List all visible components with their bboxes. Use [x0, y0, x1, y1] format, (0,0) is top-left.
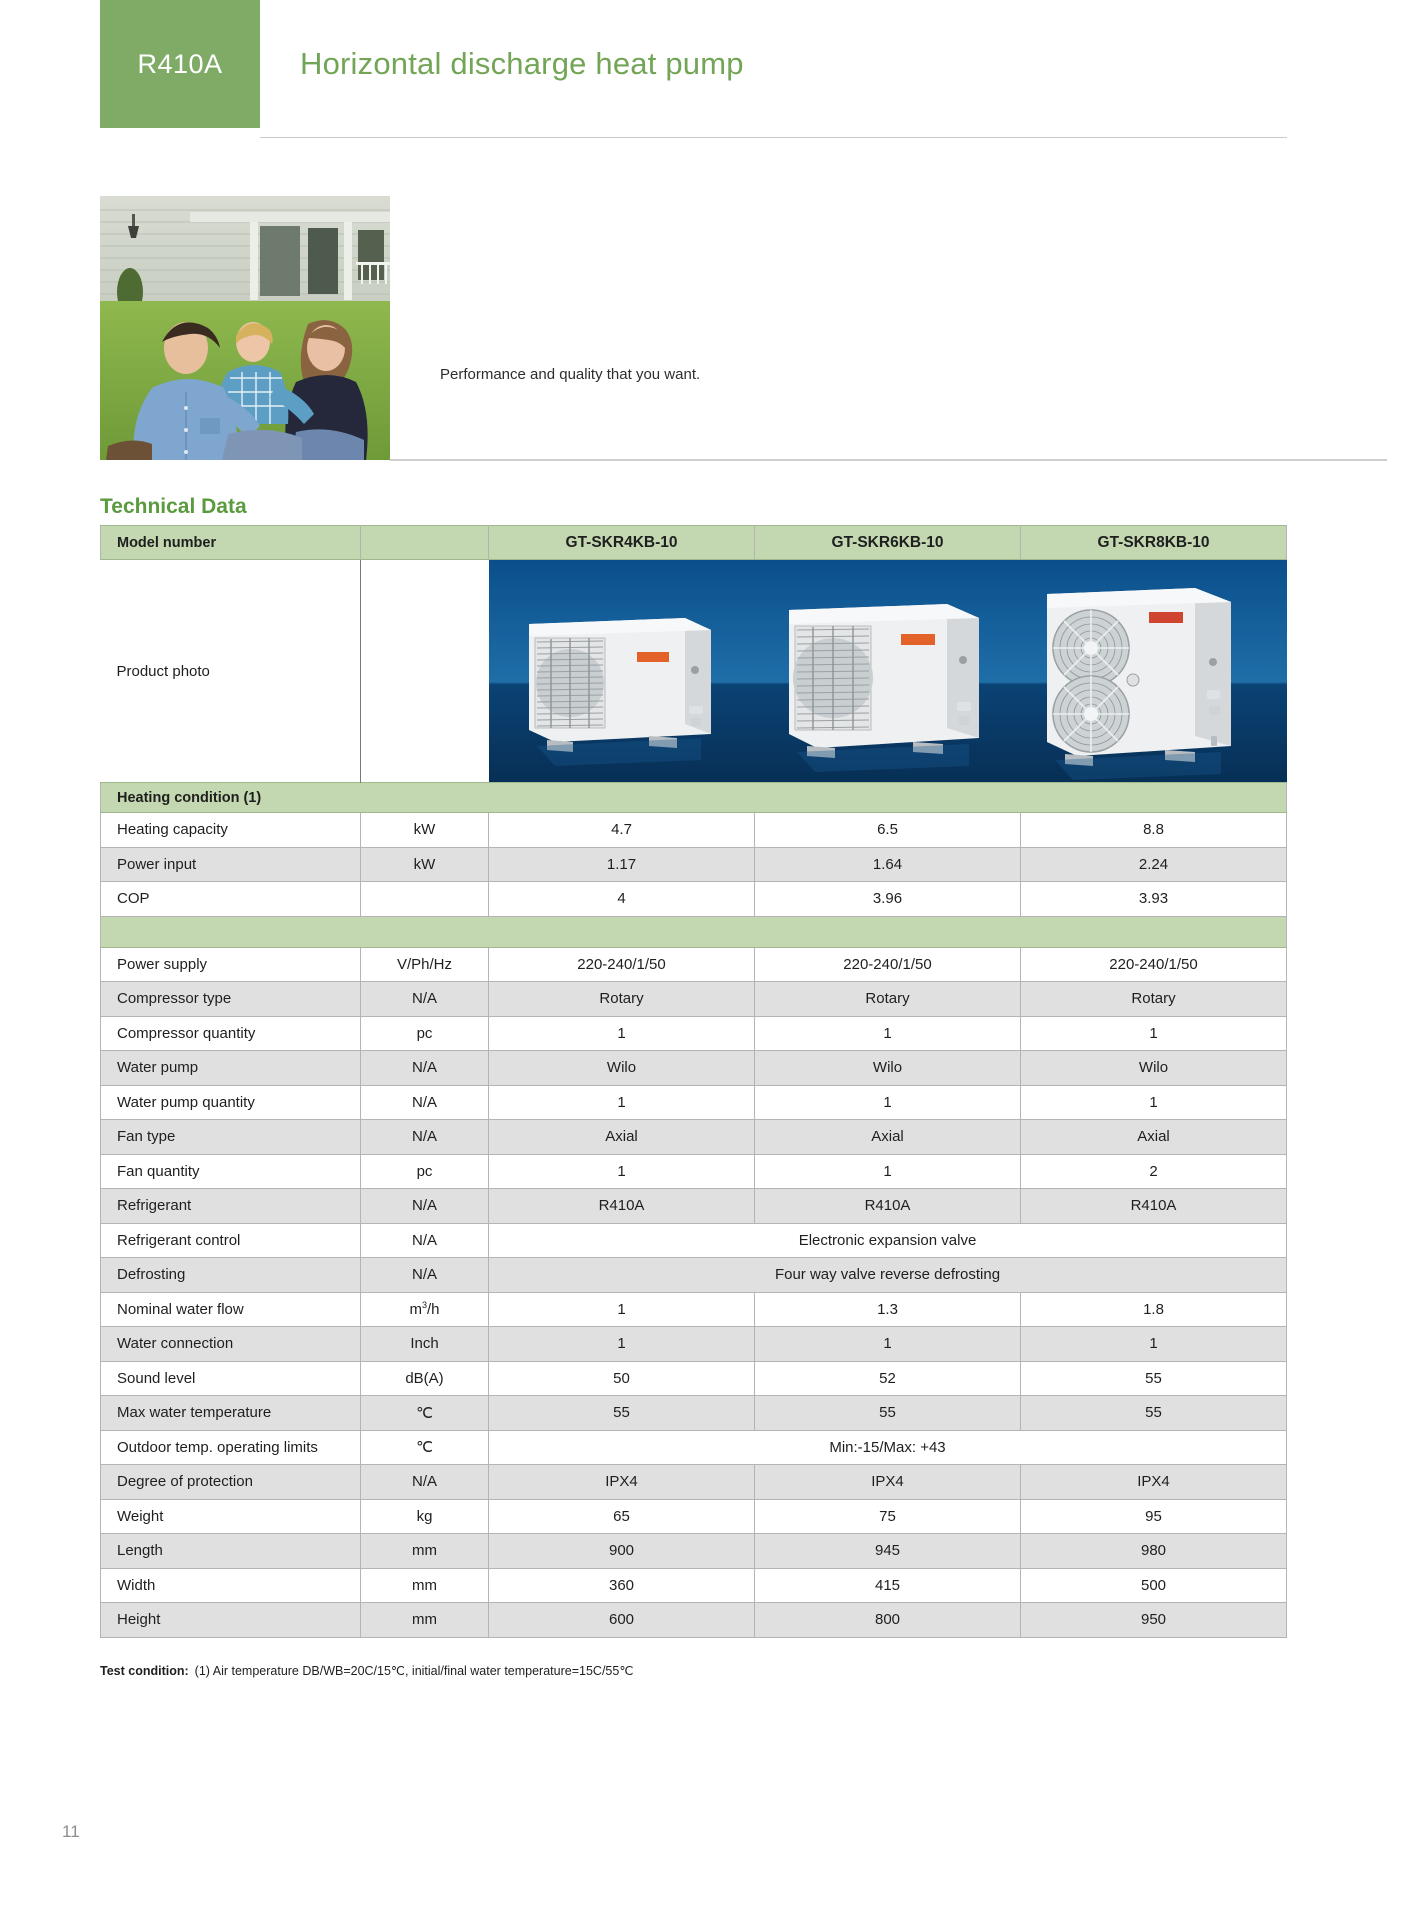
table-row [101, 1085, 1287, 1120]
row-value-2: 220-240/1/50 [755, 947, 1021, 982]
table-row-merged [101, 1258, 1287, 1293]
product-photo-spacer [361, 560, 489, 783]
table-row [101, 1499, 1287, 1534]
row-value-2: Axial [755, 1120, 1021, 1155]
row-label: Height [101, 1603, 361, 1638]
row-value-2: 75 [755, 1499, 1021, 1534]
row-value-1: Rotary [489, 982, 755, 1017]
unit-superscript: 3 [421, 1300, 427, 1311]
row-label: Defrosting [101, 1258, 361, 1293]
row-value-3: 950 [1021, 1603, 1287, 1638]
row-value-2: 800 [755, 1603, 1021, 1638]
row-label: Power supply [101, 947, 361, 982]
row-value-2: 52 [755, 1361, 1021, 1396]
row-value-2: 1.3 [755, 1292, 1021, 1327]
row-unit: kg [361, 1499, 489, 1534]
table-row [101, 947, 1287, 982]
row-value-1: 600 [489, 1603, 755, 1638]
row-value-2: Rotary [755, 982, 1021, 1017]
row-label: Compressor type [101, 982, 361, 1017]
table-row [101, 1327, 1287, 1362]
row-value-2: 3.96 [755, 882, 1021, 917]
row-unit: N/A [361, 1085, 489, 1120]
page-number: 11 [62, 1822, 80, 1841]
row-unit: N/A [361, 982, 489, 1017]
row-unit: mm [361, 1568, 489, 1603]
table-row [101, 1568, 1287, 1603]
test-condition-footnote [100, 1663, 633, 1678]
row-unit: pc [361, 1016, 489, 1051]
row-unit: N/A [361, 1051, 489, 1086]
row-value-3: 980 [1021, 1534, 1287, 1569]
row-value-3: 2.24 [1021, 847, 1287, 882]
row-value-3: R410A [1021, 1189, 1287, 1224]
table-header-row [101, 526, 1287, 560]
row-value-3: 1 [1021, 1085, 1287, 1120]
row-value-1: 65 [489, 1499, 755, 1534]
row-value-1: Wilo [489, 1051, 755, 1086]
row-label: Fan type [101, 1120, 361, 1155]
table-row [101, 1051, 1287, 1086]
table-row-merged [101, 1223, 1287, 1258]
band-general-label [101, 916, 1287, 947]
row-label: Degree of protection [101, 1465, 361, 1500]
row-value-3: 95 [1021, 1499, 1287, 1534]
row-label: Fan quantity [101, 1154, 361, 1189]
row-value-3: IPX4 [1021, 1465, 1287, 1500]
header-cell-model-3: GT-SKR8KB-10 [1021, 526, 1287, 560]
footnote-text: Air temperature DB/WB=20C/15℃, initial/final water temperature=15C/55℃ [212, 1664, 634, 1678]
band-general [101, 916, 1287, 947]
row-value-2: 945 [755, 1534, 1021, 1569]
row-value-1: 900 [489, 1534, 755, 1569]
row-value-merged: Electronic expansion valve [489, 1223, 1287, 1258]
row-unit: mm [361, 1534, 489, 1569]
row-unit: pc [361, 1154, 489, 1189]
header-cell-model-1: GT-SKR4KB-10 [489, 526, 755, 560]
table-row [101, 1120, 1287, 1155]
row-value-3: 55 [1021, 1361, 1287, 1396]
header-divider [260, 137, 1287, 138]
table-row [101, 1603, 1287, 1638]
row-value-2: Wilo [755, 1051, 1021, 1086]
row-unit: ℃ [361, 1396, 489, 1431]
table-row [101, 1154, 1287, 1189]
row-unit: N/A [361, 1120, 489, 1155]
row-unit: N/A [361, 1465, 489, 1500]
row-label: COP [101, 882, 361, 917]
row-value-1: 1.17 [489, 847, 755, 882]
row-unit: kW [361, 813, 489, 848]
table-body [101, 526, 1287, 1638]
table-row [101, 1396, 1287, 1431]
row-label: Outdoor temp. operating limits [101, 1430, 361, 1465]
row-value-2: 1 [755, 1085, 1021, 1120]
table-row [101, 1189, 1287, 1224]
row-value-3: 8.8 [1021, 813, 1287, 848]
row-value-3: 3.93 [1021, 882, 1287, 917]
row-value-merged: Min:-15/Max: +43 [489, 1430, 1287, 1465]
row-label: Weight [101, 1499, 361, 1534]
refrigerant-badge-label: R410A [137, 48, 223, 79]
product-photo-row [101, 560, 1287, 783]
row-value-3: Rotary [1021, 982, 1287, 1017]
table-row [101, 982, 1287, 1017]
product-photo-cell-2 [755, 560, 1021, 783]
row-unit: kW [361, 847, 489, 882]
row-label: Refrigerant [101, 1189, 361, 1224]
row-label: Refrigerant control [101, 1223, 361, 1258]
row-label: Water pump [101, 1051, 361, 1086]
band-heating-condition [101, 783, 1287, 813]
row-label: Power input [101, 847, 361, 882]
row-value-1: 4.7 [489, 813, 755, 848]
row-value-3: 500 [1021, 1568, 1287, 1603]
row-label: Max water temperature [101, 1396, 361, 1431]
row-label: Width [101, 1568, 361, 1603]
page-header [0, 0, 1405, 140]
table-row [101, 1465, 1287, 1500]
row-label: Nominal water flow [101, 1292, 361, 1327]
single-fan-heat-pump-icon-1 [489, 560, 755, 782]
row-unit: N/A [361, 1223, 489, 1258]
family-photo [100, 196, 390, 460]
table-row [101, 1292, 1287, 1327]
row-value-3: Wilo [1021, 1051, 1287, 1086]
row-unit-superscript [361, 1292, 489, 1327]
row-value-2: 1 [755, 1327, 1021, 1362]
single-fan-heat-pump-icon-2 [755, 560, 1021, 782]
row-value-3: Axial [1021, 1120, 1287, 1155]
row-value-1: 1 [489, 1016, 755, 1051]
table-row [101, 1534, 1287, 1569]
header-cell-label: Model number [101, 526, 361, 560]
row-value-1: 4 [489, 882, 755, 917]
table-row [101, 882, 1287, 917]
dual-fan-heat-pump-icon-3 [1021, 560, 1287, 782]
row-value-1: 1 [489, 1085, 755, 1120]
row-value-2: 55 [755, 1396, 1021, 1431]
row-value-1: 1 [489, 1154, 755, 1189]
page-title: Horizontal discharge heat pump [300, 46, 744, 81]
footnote-number: (1) [194, 1664, 210, 1678]
product-photo-cell-3 [1021, 560, 1287, 783]
row-unit: Inch [361, 1327, 489, 1362]
hero-caption: Performance and quality that you want. [440, 366, 701, 383]
row-unit: ℃ [361, 1430, 489, 1465]
row-value-3: 55 [1021, 1396, 1287, 1431]
row-unit: dB(A) [361, 1361, 489, 1396]
table-row [101, 1016, 1287, 1051]
row-label: Sound level [101, 1361, 361, 1396]
hero-divider [390, 459, 1387, 461]
row-value-1: Axial [489, 1120, 755, 1155]
unit-base: m [409, 1301, 422, 1319]
row-value-2: 415 [755, 1568, 1021, 1603]
product-photo-cell-1 [489, 560, 755, 783]
technical-data-table [100, 525, 1287, 1638]
row-value-1: 360 [489, 1568, 755, 1603]
table-row [101, 1361, 1287, 1396]
row-value-1: 1 [489, 1292, 755, 1327]
row-value-3: 1 [1021, 1016, 1287, 1051]
row-value-1: 55 [489, 1396, 755, 1431]
row-value-2: 1 [755, 1154, 1021, 1189]
row-value-3: 1.8 [1021, 1292, 1287, 1327]
header-cell-unit [361, 526, 489, 560]
section-title: Technical Data [100, 495, 247, 518]
family-photo-illustration [100, 196, 390, 460]
row-value-3: 220-240/1/50 [1021, 947, 1287, 982]
row-value-1: 50 [489, 1361, 755, 1396]
table-row [101, 847, 1287, 882]
row-unit: N/A [361, 1189, 489, 1224]
row-value-merged: Four way valve reverse defrosting [489, 1258, 1287, 1293]
row-value-2: IPX4 [755, 1465, 1021, 1500]
row-value-1: 220-240/1/50 [489, 947, 755, 982]
table-row-merged [101, 1430, 1287, 1465]
row-value-2: 1 [755, 1016, 1021, 1051]
row-value-2: 6.5 [755, 813, 1021, 848]
row-label: Heating capacity [101, 813, 361, 848]
refrigerant-badge [100, 0, 260, 128]
row-value-1: R410A [489, 1189, 755, 1224]
row-value-3: 1 [1021, 1327, 1287, 1362]
row-unit: mm [361, 1603, 489, 1638]
row-label: Compressor quantity [101, 1016, 361, 1051]
header-cell-model-2: GT-SKR6KB-10 [755, 526, 1021, 560]
row-unit: V/Ph/Hz [361, 947, 489, 982]
band-heating-condition-label: Heating condition (1) [101, 783, 1287, 813]
table-row [101, 813, 1287, 848]
product-photo-label: Product photo [101, 560, 361, 783]
unit-tail: /h [427, 1301, 440, 1319]
row-label: Water connection [101, 1327, 361, 1362]
row-label: Length [101, 1534, 361, 1569]
hero-section [100, 196, 1287, 460]
row-value-1: IPX4 [489, 1465, 755, 1500]
row-unit: N/A [361, 1258, 489, 1293]
row-value-2: 1.64 [755, 847, 1021, 882]
row-label: Water pump quantity [101, 1085, 361, 1120]
row-unit [361, 882, 489, 917]
row-value-3: 2 [1021, 1154, 1287, 1189]
footnote-prefix: Test condition: [100, 1664, 189, 1678]
row-value-1: 1 [489, 1327, 755, 1362]
row-value-2: R410A [755, 1189, 1021, 1224]
